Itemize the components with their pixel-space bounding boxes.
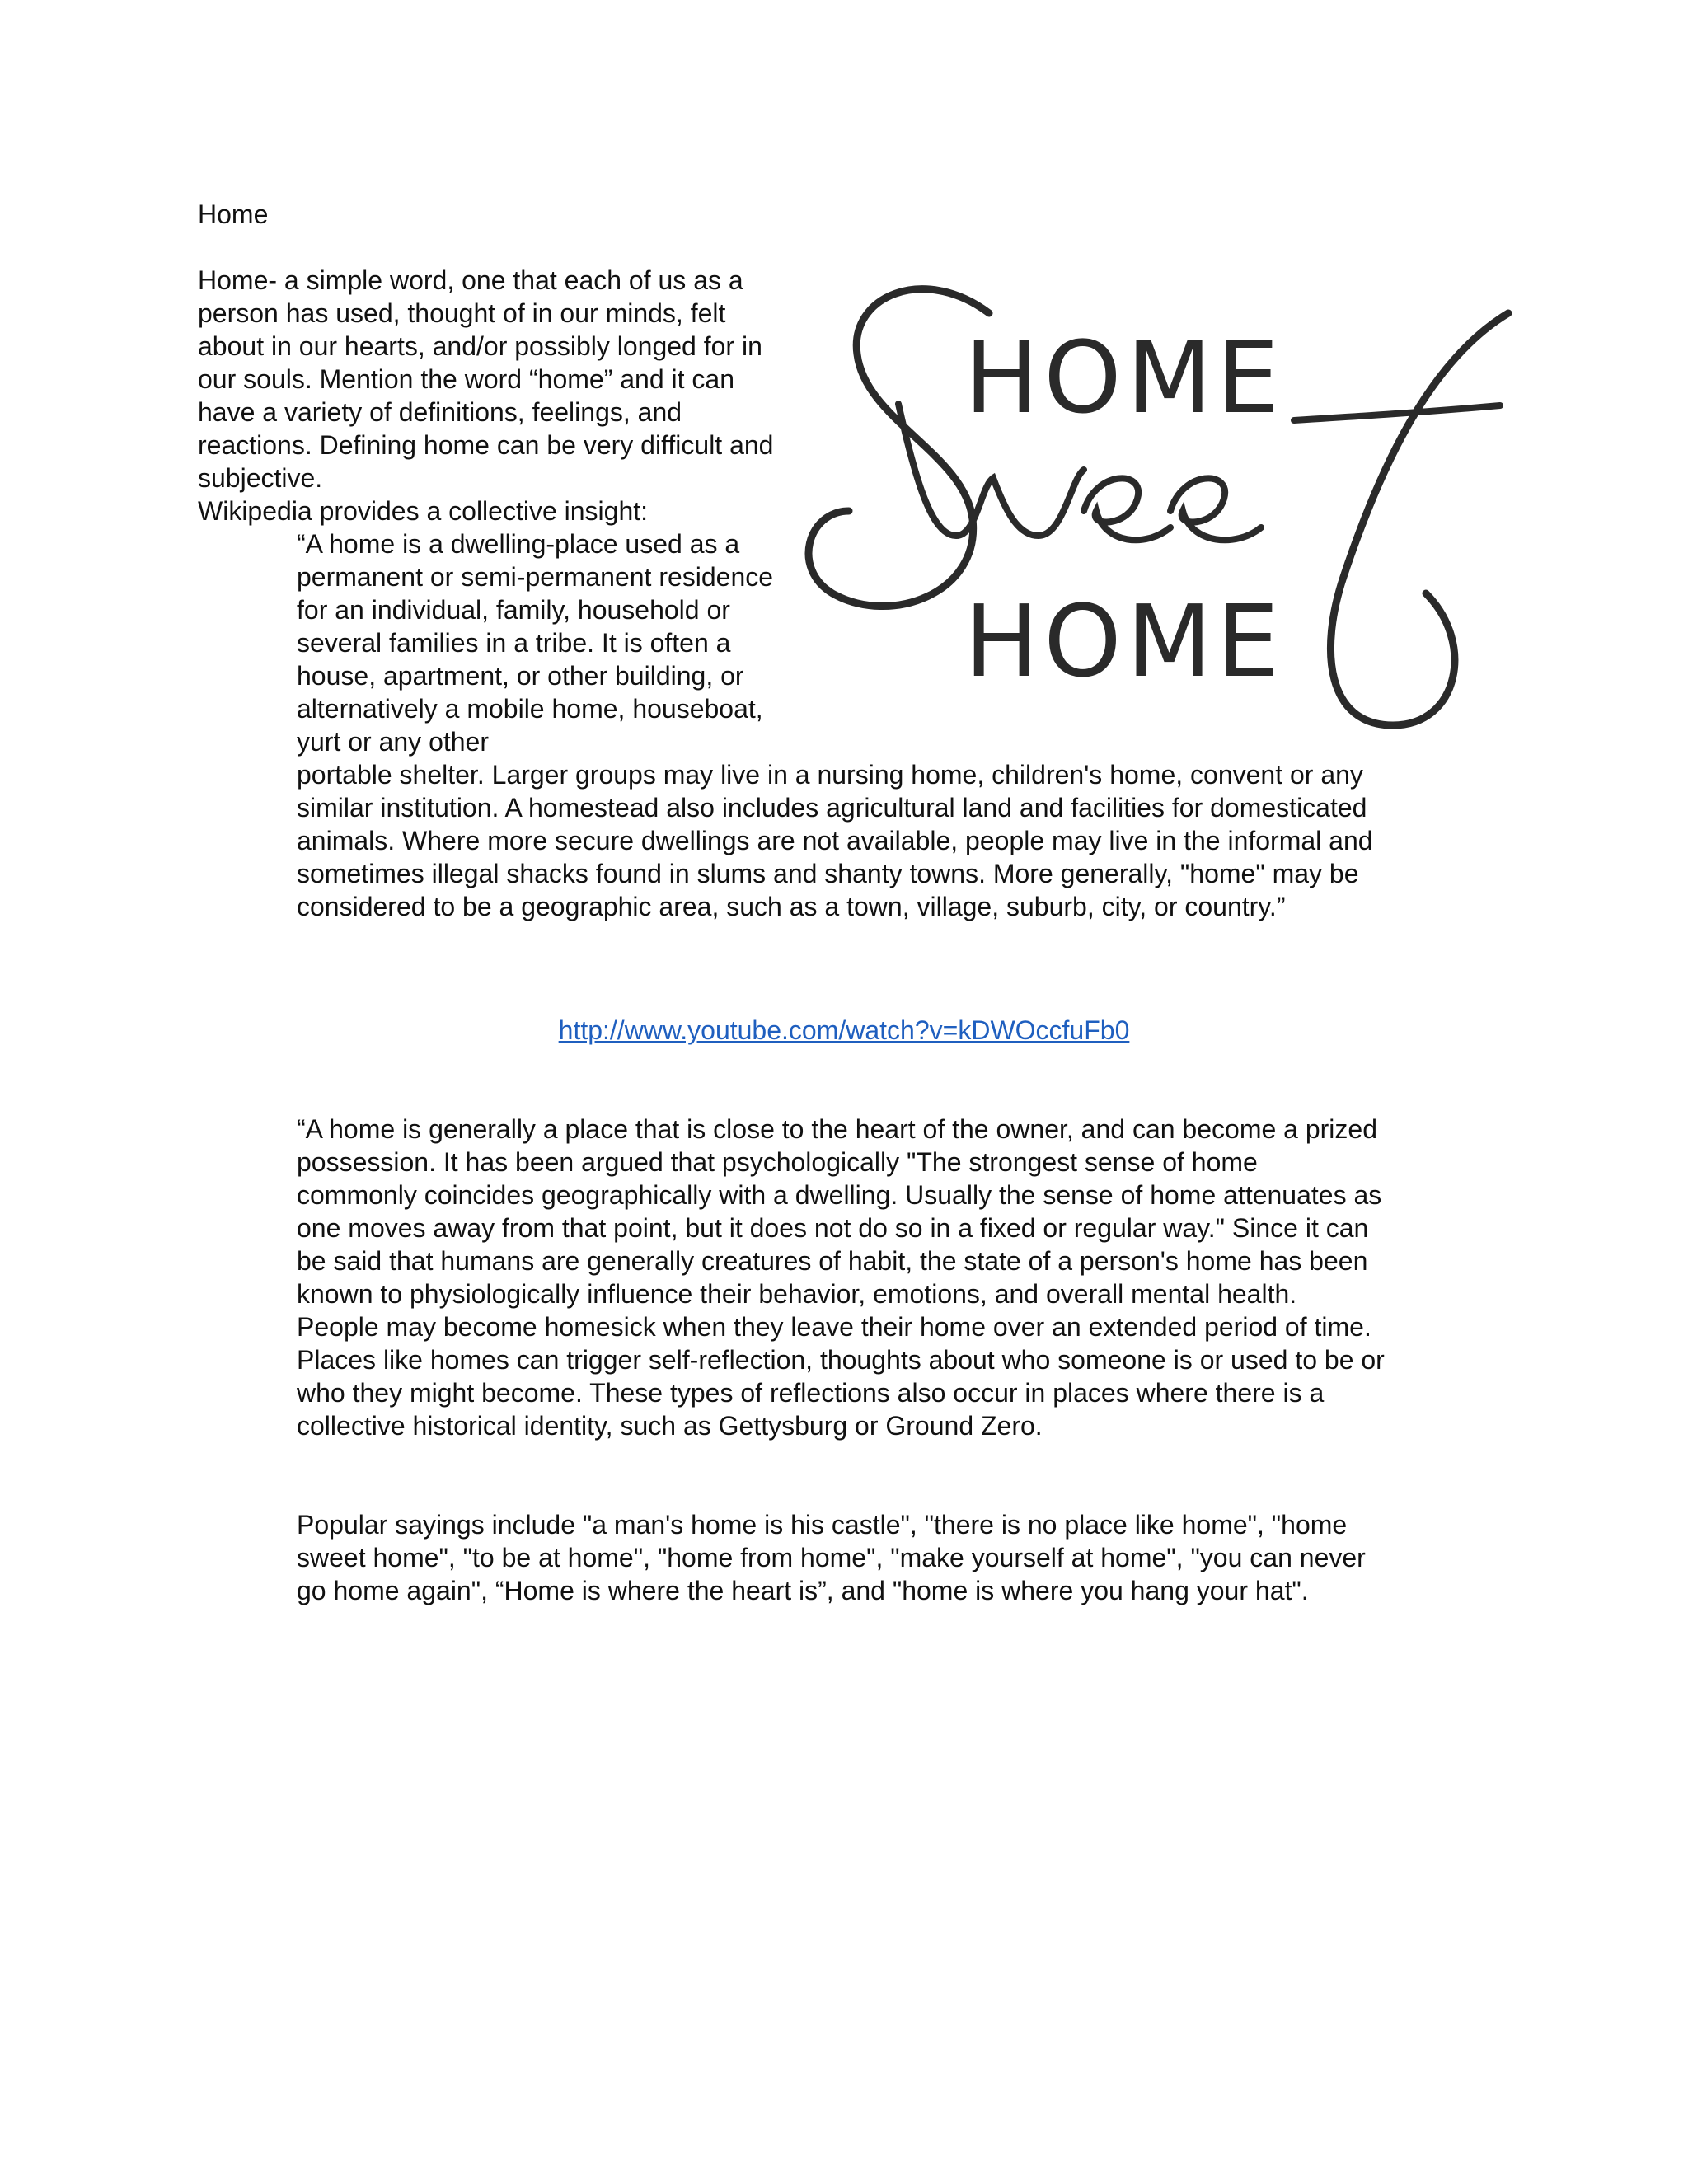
script-e1-stroke	[1084, 478, 1170, 540]
home-sweet-home-logo-graphic	[799, 264, 1525, 742]
wikipedia-quote-part-1: “A home is a dwelling-place used as a permanent or semi-permanent residence for an individual, family, household or several families in a tribe. It is often a house, apartment, or other building, or alternatively a mobile home, houseboat, yurt or any other	[297, 529, 774, 757]
script-e2-stroke	[1170, 478, 1261, 540]
home-sweet-home-logo	[799, 264, 1525, 742]
script-t-stem	[1330, 313, 1508, 725]
logo-bottom-word: HOME	[964, 585, 1285, 700]
wikipedia-lead-line: Wikipedia provides a collective insight:	[198, 496, 649, 526]
intro-paragraph: Home- a simple word, one that each of us as a person has used, thought of in our minds, felt about in our hearts, and/or possibly longed for in our souls. Mention the word “home” and it can have a variety of definitions, feelings, and reactions. Defining home can be very difficult and subjective.	[198, 265, 774, 493]
script-t-crossbar	[1294, 405, 1500, 420]
logo-top-word: HOME	[964, 321, 1285, 436]
youtube-link[interactable]: http://www.youtube.com/watch?v=kDWOccfuFb0	[558, 1015, 1130, 1045]
document-title: Home	[198, 199, 269, 229]
popular-sayings-paragraph: Popular sayings include "a man's home is his castle", "there is no place like home", "home sweet home", "to be at home", "home from home", "make yourself at home", "you can never go home again", “Home is where the heart is”, and "home is where you hang your hat".	[297, 1510, 1366, 1605]
wikipedia-quote-part-2: portable shelter. Larger groups may live in a nursing home, children's home, convent or any similar institution. A homestead also includes agricultural land and facilities for domesticated animals. Where more secure dwellings are not available, people may live in the informal and sometimes illegal shacks found in slums and shanty towns. More generally, "home" may be considered to be a geographic area, such as a town, village, suburb, city, or country.”	[297, 760, 1373, 921]
script-s-flourish	[809, 289, 989, 607]
second-quote-paragraph: “A home is generally a place that is close to the heart of the owner, and can become a prized possession. It has been argued that psychologically "The strongest sense of home commonly coincides geographically with a dwelling. Usually the sense of home attenuates as one moves away from that point, but it does not do so in a fixed or regular way." Since it can be said that humans are generally creatures of habit, the state of a person's home has been known to physiologically influence their behavior, emotions, and overall mental health. People may become homesick when they leave their home over an extended period of time. Places like homes can trigger self-reflection, thoughts about who someone is or used to be or who they might become. These types of reflections also occur in places where there is a collective historical identity, such as Gettysburg or Ground Zero.	[297, 1114, 1385, 1441]
